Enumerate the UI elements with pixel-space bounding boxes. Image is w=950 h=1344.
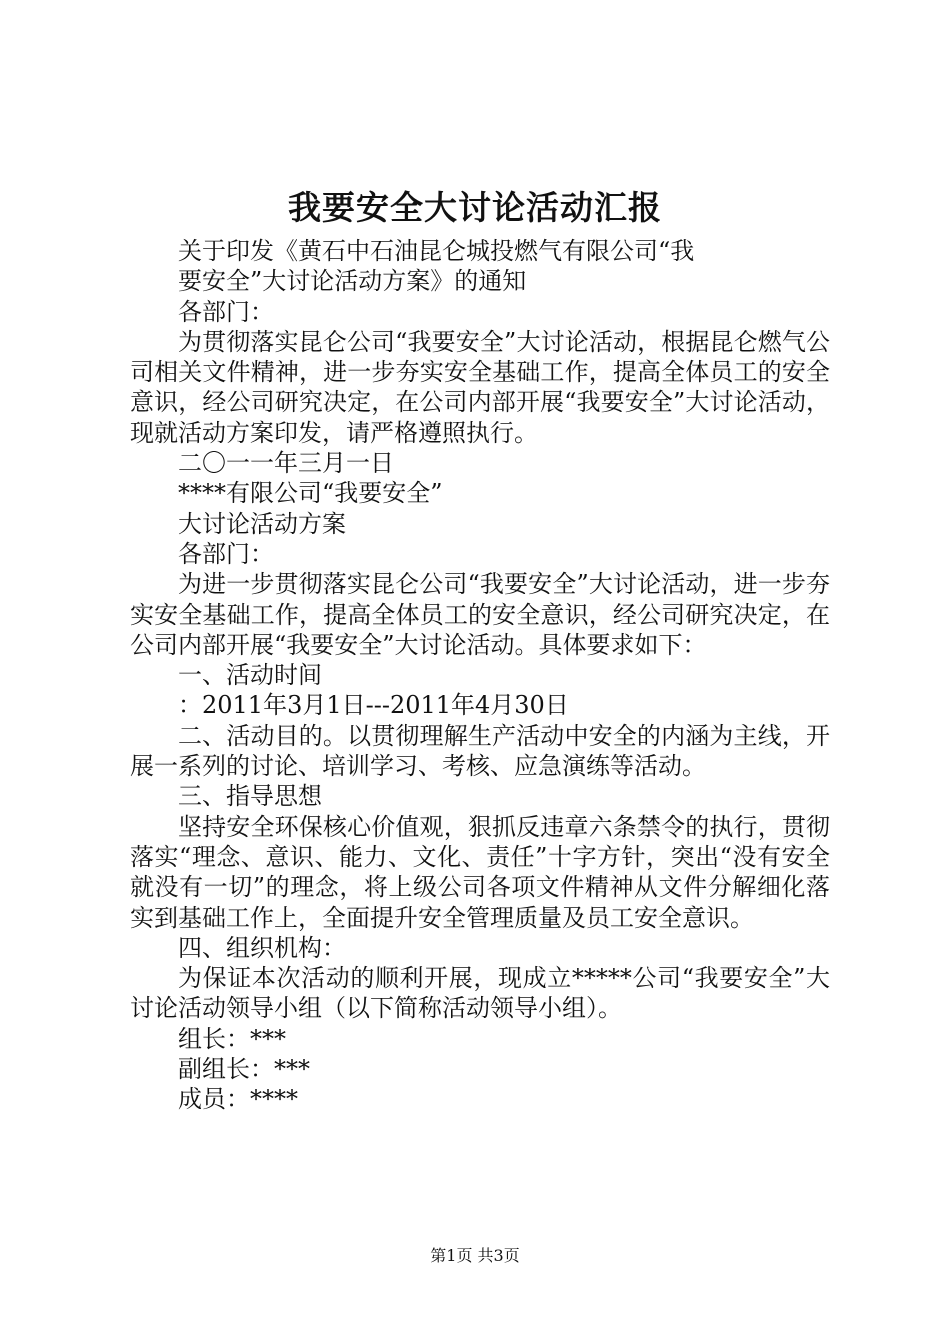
paragraph-section-1-body: ：2011年3月1日---2011年4月30日 <box>178 691 569 720</box>
paragraph-section-4-heading: 四、组织机构： <box>178 933 346 962</box>
paragraph-notice-title-1: 关于印发《黄石中石油昆仑城投燃气有限公司“我 <box>178 237 695 265</box>
page-footer: 第1页 共3页 <box>430 1246 520 1265</box>
paragraph-team-members: 成员：**** <box>178 1085 298 1114</box>
paragraph-section-3-heading: 三、指导思想 <box>178 782 322 811</box>
paragraph-section-1-heading: 一、活动时间 <box>178 661 322 690</box>
paragraph-section-3-body: 坚持安全环保核心价值观，狠抓反违章六条禁令的执行，贯彻落实“理念、意识、能力、文化、责任”十字方针，突出“没有安全就没有一切”的理念，将上级公司各项文件精神从文件分解细化落实到基础工作上，全面提升安全管理质量及员工安全意识。 <box>130 812 830 932</box>
paragraph-date: 二〇一一年三月一日 <box>178 449 394 478</box>
paragraph-section-4-body: 为保证本次活动的顺利开展，现成立*****公司“我要安全”大讨论活动领导小组（以下简称活动领导小组）。 <box>130 964 830 1023</box>
document-body <box>130 236 830 1115</box>
document-title: 我要安全大讨论活动汇报 <box>288 188 662 227</box>
paragraph-notice-title-2: 要安全”大讨论活动方案》的通知 <box>178 267 527 296</box>
paragraph-team-leader: 组长：*** <box>178 1024 286 1053</box>
paragraph-plan-title-1: ****有限公司“我要安全” <box>178 479 443 508</box>
paragraph-salutation: 各部门： <box>178 297 274 326</box>
paragraph-salutation-2: 各部门： <box>178 539 274 568</box>
paragraph-team-deputy: 副组长：*** <box>178 1055 310 1084</box>
paragraph-notice-body: 为贯彻落实昆仑公司“我要安全”大讨论活动，根据昆仑燃气公司相关文件精神，进一步夯实安全基础工作，提高全体员工的安全意识，经公司研究决定，在公司内部开展“我要安全”大讨论活动，现就活动方案印发，请严格遵照执行。 <box>130 327 830 447</box>
paragraph-section-2: 二、活动目的。以贯彻理解生产活动中安全的内涵为主线，开展一系列的讨论、培训学习、考核、应急演练等活动。 <box>130 721 830 781</box>
paragraph-plan-title-2: 大讨论活动方案 <box>178 509 346 538</box>
paragraph-plan-intro: 为进一步贯彻落实昆仑公司“我要安全”大讨论活动，进一步夯实安全基础工作，提高全体员工的安全意识，经公司研究决定，在公司内部开展“我要安全”大讨论活动。具体要求如下： <box>130 570 830 659</box>
